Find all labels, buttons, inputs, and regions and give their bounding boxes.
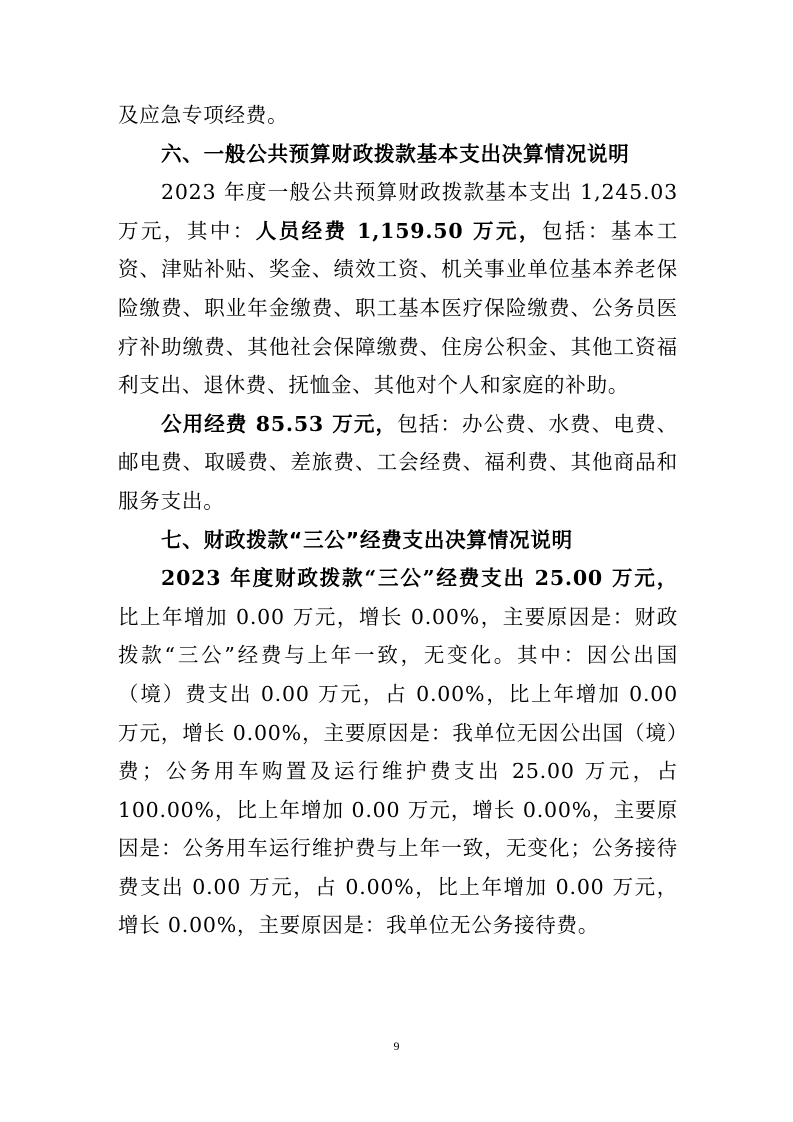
personnel-expense-amount: 人员经费 1,159.50 万元， <box>255 218 542 243</box>
section-6-heading: 六、一般公共预算财政拨款基本支出决算情况说明 <box>161 141 630 166</box>
public-expense-paragraph <box>118 405 678 521</box>
three-public-expense-details: 比上年增加 0.00 万元，增长 0.00%，主要原因是：财政拨款“三公”经费与上年一致，无变化。其中：因公出国（境）费支出 0.00 万元，占 0.00%，比上年增加 0.00 万元，增长 0.00%，主要原因是：我单位无因公出国（境）费；公务用车购置及运行维护费支出 25.00 万元，占 100.00%，比上年增加 0.00 万元，增长 0.00%，主要原因是：公务用车运行维护费与上年一致，无变化；公务接待费支出 0.00 万元，占 0.00%，比上年增加 0.00 万元，增长 0.00%，主要原因是：我单位无公务接待费。 <box>118 604 678 938</box>
public-expense-amount: 公用经费 85.53 万元， <box>161 411 398 436</box>
continuation-paragraph: 及应急专项经费。 <box>118 103 289 127</box>
basic-expenditure-intro: 2023 年度一般公共预算财政拨款基本支出 1,245.03 万元，其中： <box>118 180 678 243</box>
document-body <box>118 96 678 945</box>
section-7-heading: 七、财政拨款“三公”经费支出决算情况说明 <box>161 527 573 552</box>
basic-expenditure-paragraph <box>118 173 678 405</box>
public-expense-items: 包括：办公费、水费、电费、邮电费、取暖费、差旅费、工会经费、福利费、其他商品和服务支出。 <box>118 411 678 513</box>
three-public-expense-total: 2023 年度财政拨款“三公”经费支出 25.00 万元， <box>161 566 678 591</box>
three-public-expense-paragraph <box>118 559 678 945</box>
personnel-expense-items: 包括：基本工资、津贴补贴、奖金、绩效工资、机关事业单位基本养老保险缴费、职业年金缴费、职工基本医疗保险缴费、公务员医疗补助缴费、其他社会保障缴费、住房公积金、其他工资福利支出、退休费、抚恤金、其他对个人和家庭的补助。 <box>118 218 678 398</box>
page-number: 9 <box>393 1039 400 1053</box>
